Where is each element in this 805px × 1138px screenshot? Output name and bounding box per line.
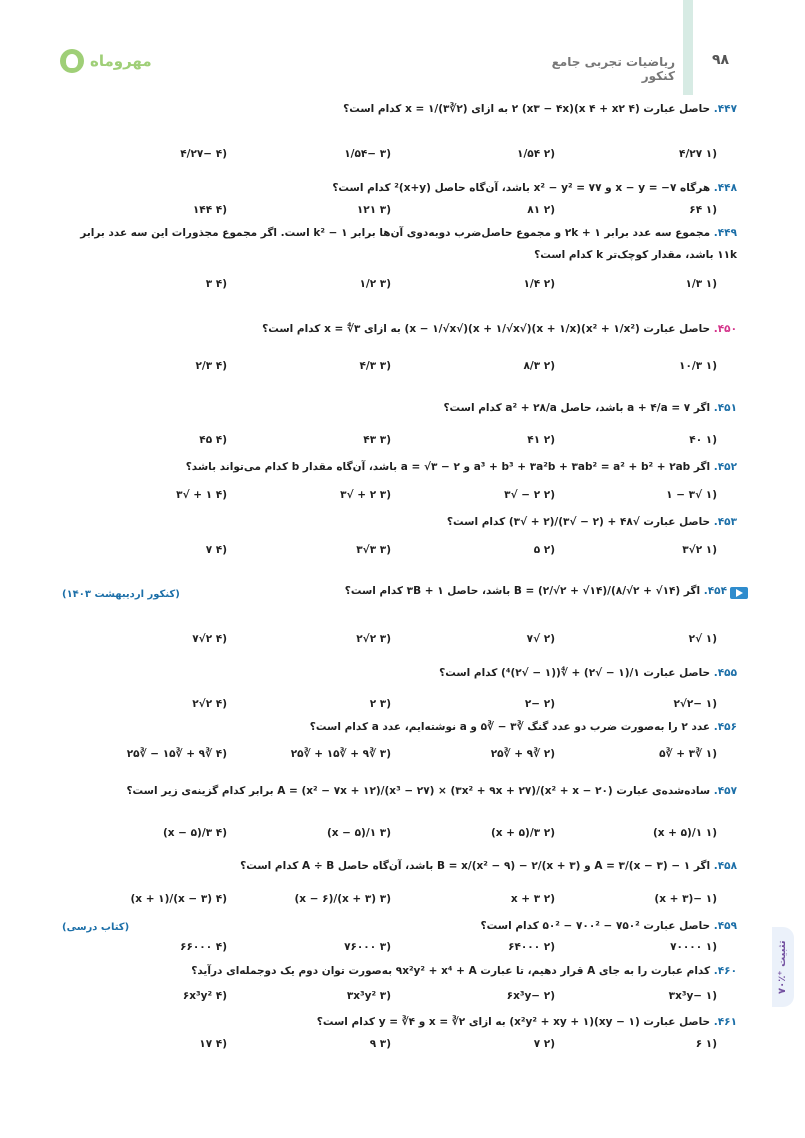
question-number: ۴۵۷. xyxy=(713,785,737,797)
option-4[interactable] xyxy=(77,990,227,1002)
question-text: حاصل عبارت (x² + ۱/x²)(x + ۱/x)(√x + ۱/√x)(√x − ۱/√x) به ازای x = ∜۳ کدام است؟ xyxy=(262,323,711,335)
option-3[interactable] xyxy=(241,544,391,556)
option-2[interactable] xyxy=(405,941,555,953)
question-449 xyxy=(67,222,737,266)
option-value: −۶x³y xyxy=(506,990,541,1002)
option-label: (۱ xyxy=(705,698,717,710)
option-label: (۳ xyxy=(379,434,391,446)
option-1[interactable] xyxy=(567,893,717,905)
option-4[interactable] xyxy=(77,698,227,710)
option-value: ۶۶۰۰۰ xyxy=(180,941,213,953)
option-label: (۴ xyxy=(215,360,227,372)
option-value: ۱۰/۳ xyxy=(679,360,703,372)
option-4[interactable] xyxy=(77,893,227,905)
option-label: (۴ xyxy=(215,278,227,290)
question-text: حاصل عبارت √۴۸ + (۲ − √۳)/(۲ + √۳) کدام است؟ xyxy=(446,516,711,528)
question-457 xyxy=(126,785,737,797)
option-3[interactable] xyxy=(241,204,391,216)
option-2[interactable] xyxy=(405,1038,555,1050)
option-label: (۱ xyxy=(705,990,717,1002)
option-3[interactable] xyxy=(241,827,391,839)
option-2[interactable] xyxy=(405,544,555,556)
option-1[interactable] xyxy=(567,204,717,216)
question-text: اگر a + ۴/a = ۷ باشد، حاصل a² + ۲۸/a کدام است؟ xyxy=(443,402,711,414)
question-text: اگر B = (۲/√۲ + √۱۴)/(۸/√۲ + √۱۴) باشد، حاصل ۳B + ۱ کدام است؟ xyxy=(344,585,701,597)
option-value: ۶ xyxy=(695,1038,703,1050)
option-label: (۱ xyxy=(705,748,717,760)
option-value: ۳/(x − ۵) xyxy=(162,827,213,839)
option-label: (۲ xyxy=(543,434,555,446)
option-value: ۲ xyxy=(369,698,377,710)
option-4[interactable] xyxy=(77,544,227,556)
option-value: ۹ xyxy=(369,1038,377,1050)
option-2[interactable] xyxy=(405,360,555,372)
option-1[interactable] xyxy=(567,827,717,839)
option-label: (۴ xyxy=(215,748,227,760)
option-4[interactable] xyxy=(77,827,227,839)
question-458 xyxy=(240,860,737,872)
option-label: (۲ xyxy=(543,544,555,556)
option-value: ۳/(x + ۵) xyxy=(490,827,541,839)
question-number: ۴۵۶. xyxy=(713,721,737,733)
question-number: ۴۶۰. xyxy=(713,965,737,977)
option-label: (۳ xyxy=(379,204,391,216)
option-3[interactable] xyxy=(241,748,391,760)
option-4[interactable] xyxy=(77,434,227,446)
option-value: −۳x³y xyxy=(668,990,703,1002)
option-3[interactable] xyxy=(241,148,391,160)
option-value: −۱/۵۴ xyxy=(344,148,377,160)
option-label: (۲ xyxy=(543,990,555,1002)
question-452 xyxy=(186,461,737,473)
option-label: (۱ xyxy=(705,827,717,839)
option-1[interactable] xyxy=(567,748,717,760)
option-2[interactable] xyxy=(405,148,555,160)
option-label: (۴ xyxy=(215,941,227,953)
option-label: (۱ xyxy=(705,360,717,372)
option-label: (۱ xyxy=(705,1038,717,1050)
option-1[interactable] xyxy=(567,941,717,953)
question-number: ۴۵۴. xyxy=(703,585,727,597)
option-label: (۳ xyxy=(379,148,391,160)
question-448 xyxy=(332,182,737,194)
option-label: (۴ xyxy=(215,544,227,556)
option-value: ۱/۳ xyxy=(685,278,703,290)
option-label: (۳ xyxy=(379,748,391,760)
question-451 xyxy=(443,402,737,414)
option-2[interactable] xyxy=(405,489,555,501)
option-label: (۴ xyxy=(215,990,227,1002)
option-3[interactable] xyxy=(241,278,391,290)
option-value: (x + ۳)/(x − ۶) xyxy=(294,893,377,905)
option-label: (۱ xyxy=(705,278,717,290)
option-value: ۲√۷ xyxy=(192,633,213,645)
option-1[interactable] xyxy=(567,360,717,372)
question-number: ۴۵۳. xyxy=(713,516,737,528)
option-4[interactable] xyxy=(77,748,227,760)
option-label: (۳ xyxy=(379,990,391,1002)
option-label: (۴ xyxy=(215,434,227,446)
option-value: ۷۶۰۰۰ xyxy=(344,941,377,953)
question-text: اگر a³ + b³ + ۳a²b + ۳ab² = a² + b² + ۲ab و a = √۳ − ۲ باشد، آن‌گاه مقدار b کدام می‌تواند باشد؟ xyxy=(185,461,711,473)
side-tab[interactable]: ۷۰٪⁺ تثبیت xyxy=(772,927,794,1007)
brand-name: مهروماه xyxy=(90,52,152,70)
option-3[interactable] xyxy=(241,434,391,446)
video-play-icon[interactable] xyxy=(730,587,748,599)
question-number: ۴۴۷. xyxy=(713,103,737,115)
question-text: به ازای xyxy=(471,103,509,115)
option-value: ۶۴ xyxy=(689,204,703,216)
option-2[interactable] xyxy=(405,893,555,905)
option-3[interactable] xyxy=(241,990,391,1002)
option-value: ۱/۵۴ xyxy=(517,148,541,160)
question-text: ساده‌شده‌ی عبارت A = (x² − ۷x + ۱۲)/(x³ − ۲۷) × (۳x² + ۹x + ۲۷)/(x² + x − ۲۰) برابر کدام گزینه‌ی زیر است؟ xyxy=(126,785,711,797)
option-label: (۲ xyxy=(543,489,555,501)
option-value: ۴۱ xyxy=(527,434,541,446)
option-label: (۳ xyxy=(379,544,391,556)
option-label: (۱ xyxy=(705,893,717,905)
question-447 xyxy=(343,103,737,115)
option-label: (۳ xyxy=(379,489,391,501)
source-tag: (کتاب درسی) xyxy=(62,922,130,933)
option-label: (۳ xyxy=(379,893,391,905)
option-4[interactable] xyxy=(77,1038,227,1050)
question-text: حاصل عبارت ۱/(۱ − √۲) + ∜((۱ − √۲)⁴) کدام است؟ xyxy=(439,667,711,679)
option-value: ۱۲۱ xyxy=(356,204,377,216)
option-value: −(x + ۳) xyxy=(654,893,703,905)
option-label: (۱ xyxy=(705,489,717,501)
option-1[interactable] xyxy=(567,1038,717,1050)
option-value: ∛۹ + ∛۱۵ − ∛۲۵ xyxy=(126,748,213,760)
book-title: ریاضیات تجربی جامع کنکور xyxy=(551,55,675,83)
option-value: ۴۰ xyxy=(689,434,703,446)
option-label: (۲ xyxy=(543,893,555,905)
option-3[interactable] xyxy=(241,1038,391,1050)
option-3[interactable] xyxy=(241,633,391,645)
option-value: ۱/(x − ۵) xyxy=(326,827,377,839)
option-2[interactable] xyxy=(405,748,555,760)
page-number: ۹۸ xyxy=(712,52,730,68)
option-value: ۶۴۰۰۰ xyxy=(508,941,541,953)
option-label: (۱ xyxy=(705,544,717,556)
option-1[interactable] xyxy=(567,278,717,290)
question-number: ۴۴۹. xyxy=(713,227,737,239)
option-4[interactable] xyxy=(77,148,227,160)
option-4[interactable] xyxy=(77,489,227,501)
option-label: (۲ xyxy=(543,748,555,760)
option-value: ∛۹ + ∛۱۵ + ∛۲۵ xyxy=(290,748,377,760)
option-label: (۱ xyxy=(705,204,717,216)
option-2[interactable] xyxy=(405,698,555,710)
option-label: (۳ xyxy=(379,278,391,290)
option-label: (۲ xyxy=(543,633,555,645)
question-number: ۴۴۸. xyxy=(713,182,737,194)
option-1[interactable] xyxy=(567,990,717,1002)
option-2[interactable] xyxy=(405,633,555,645)
option-value: ۲√۲ xyxy=(356,633,377,645)
option-3[interactable] xyxy=(241,893,391,905)
option-label: (۱ xyxy=(705,633,717,645)
option-label: (۱ xyxy=(705,941,717,953)
option-value: x + ۳ xyxy=(510,893,541,905)
question-text: اگر A = ۳/(x − ۳) − ۱ و B = x/(x² − ۹) − ۲/(x + ۳) باشد، آن‌گاه حاصل A ÷ B کدام است؟ xyxy=(240,860,711,872)
option-label: (۴ xyxy=(215,827,227,839)
question-text: کدام است؟ xyxy=(343,103,402,115)
option-value: ۳√۳ xyxy=(356,544,377,556)
option-value: (x − ۳)/(x + ۱) xyxy=(130,893,213,905)
option-value: ۱۴۴ xyxy=(192,204,213,216)
option-value: √۲ xyxy=(688,633,703,645)
option-value: ۱/۲ xyxy=(359,278,377,290)
option-label: (۱ xyxy=(705,148,717,160)
option-label: (۴ xyxy=(215,1038,227,1050)
option-label: (۴ xyxy=(215,489,227,501)
question-number: ۴۵۲. xyxy=(713,461,737,473)
question-number: ۴۵۵. xyxy=(713,667,737,679)
option-3[interactable] xyxy=(241,941,391,953)
option-value: ۸/۳ xyxy=(523,360,541,372)
question-number: ۴۵۱. xyxy=(713,402,737,414)
question-cond: x = ۱/(۳∛۲) xyxy=(405,103,468,115)
question-number: ۴۵۸. xyxy=(713,860,737,872)
question-expr: (x ۴ + x۲ ۴)(x۳ − ۴x) ۲ xyxy=(511,103,640,115)
question-text: عدد ۲ را به‌صورت ضرب دو عدد گنگ ∛۳ − ∛۵ و a نوشته‌ایم، عدد a کدام است؟ xyxy=(309,721,711,733)
option-value: −۲√۲ xyxy=(673,698,703,710)
option-value: −۲ xyxy=(524,698,541,710)
option-value: ۴۵ xyxy=(199,434,213,446)
option-label: (۲ xyxy=(543,204,555,216)
question-460 xyxy=(191,965,737,977)
question-text: کدام عبارت را به جای A قرار دهیم، تا عبارت ۹x²y² + x⁴ + A به‌صورت توان دوم یک دوجمله‌ای درآید؟ xyxy=(191,965,711,977)
question-text: حاصل عبارت xyxy=(643,103,711,115)
option-2[interactable] xyxy=(405,204,555,216)
option-3[interactable] xyxy=(241,489,391,501)
option-4[interactable] xyxy=(77,633,227,645)
question-text: حاصل عبارت (xy − ۱)(x²y² + xy + ۱) به ازای x = ∛۲ و y = ∛۴ کدام است؟ xyxy=(316,1016,711,1028)
option-label: (۴ xyxy=(215,148,227,160)
option-2[interactable] xyxy=(405,434,555,446)
option-2[interactable] xyxy=(405,990,555,1002)
question-454 xyxy=(345,585,727,597)
option-value: ۲√۲ xyxy=(192,698,213,710)
question-number: ۴۵۹. xyxy=(713,920,737,932)
option-value: ۶x³y² xyxy=(182,990,213,1002)
option-value: ۴/۳ xyxy=(359,360,377,372)
option-value: −۴/۲۷ xyxy=(180,148,213,160)
option-1[interactable] xyxy=(567,148,717,160)
option-label: (۴ xyxy=(215,204,227,216)
option-label: (۳ xyxy=(379,633,391,645)
option-label: (۳ xyxy=(379,360,391,372)
option-label: (۱ xyxy=(705,434,717,446)
option-label: (۳ xyxy=(379,1038,391,1050)
option-value: ۷۰۰۰۰ xyxy=(670,941,703,953)
source-tag: (کنکور اردیبهشت ۱۴۰۳) xyxy=(62,589,180,600)
option-label: (۴ xyxy=(215,633,227,645)
option-value: √۷ xyxy=(526,633,541,645)
option-1[interactable] xyxy=(567,544,717,556)
brand-mark-icon xyxy=(60,49,84,73)
option-label: (۲ xyxy=(543,278,555,290)
question-456 xyxy=(310,721,737,733)
option-value: ۲/۳ xyxy=(195,360,213,372)
option-label: (۳ xyxy=(379,827,391,839)
option-label: (۳ xyxy=(379,698,391,710)
question-453 xyxy=(447,516,737,528)
option-value: ۱/۴ xyxy=(523,278,541,290)
option-value: ∛۹ + ∛۲۵ xyxy=(490,748,541,760)
option-value: ۴۳ xyxy=(363,434,377,446)
question-461 xyxy=(317,1016,737,1028)
option-4[interactable] xyxy=(77,278,227,290)
option-label: (۲ xyxy=(543,827,555,839)
option-label: (۴ xyxy=(215,893,227,905)
option-value: ۷ xyxy=(533,1038,541,1050)
option-value: ۴/۲۷ xyxy=(679,148,703,160)
option-value: ∛۳ + ∛۵ xyxy=(659,748,703,760)
option-value: ۱/(x + ۵) xyxy=(652,827,703,839)
option-value: ۱ + √۳ xyxy=(176,489,213,501)
option-label: (۲ xyxy=(543,148,555,160)
option-4[interactable] xyxy=(77,941,227,953)
option-value: ۵ xyxy=(533,544,541,556)
question-number: ۴۶۱. xyxy=(713,1016,737,1028)
option-value: ۲ + √۳ xyxy=(340,489,377,501)
option-value: ۷ xyxy=(205,544,213,556)
header-accent-bar xyxy=(683,0,693,95)
option-2[interactable] xyxy=(405,827,555,839)
question-459 xyxy=(481,920,737,932)
question-450 xyxy=(262,323,737,335)
option-value: ۸۱ xyxy=(527,204,541,216)
option-value: ۲ − √۳ xyxy=(504,489,541,501)
option-value: ۳x³y² xyxy=(346,990,377,1002)
option-value: ۲√۳ xyxy=(682,544,703,556)
option-3[interactable] xyxy=(241,360,391,372)
option-2[interactable] xyxy=(405,278,555,290)
option-3[interactable] xyxy=(241,698,391,710)
option-1[interactable] xyxy=(567,434,717,446)
option-label: (۴ xyxy=(215,698,227,710)
option-value: √۳ − ۱ xyxy=(666,489,703,501)
option-label: (۲ xyxy=(543,1038,555,1050)
question-text: هرگاه x − y = −۷ و x² − y² = ۷۷ باشد، آن‌گاه حاصل (x+y)² کدام است؟ xyxy=(332,182,711,194)
option-4[interactable] xyxy=(77,204,227,216)
question-455 xyxy=(439,667,737,679)
option-1[interactable] xyxy=(567,698,717,710)
option-1[interactable] xyxy=(567,633,717,645)
option-label: (۲ xyxy=(543,941,555,953)
option-label: (۲ xyxy=(543,698,555,710)
option-1[interactable] xyxy=(567,489,717,501)
question-text: مجموع سه عدد برابر ۲k + ۱ و مجموع حاصل‌ضرب دوبه‌دوی آن‌ها برابر k² − ۱ است. اگر مجموع مجذورات این سه عدد برابر ۱۱k باشد، مقدار کوچک‌تر k کدام است؟ xyxy=(80,227,737,261)
brand-logo xyxy=(60,47,152,75)
option-value: ۳ xyxy=(205,278,213,290)
option-label: (۳ xyxy=(379,941,391,953)
option-4[interactable] xyxy=(77,360,227,372)
question-number: ۴۵۰. xyxy=(713,323,737,335)
option-value: ۱۷ xyxy=(199,1038,213,1050)
question-text: حاصل عبارت ۷۵۰² − ۷۰۰² − ۵۰² کدام است؟ xyxy=(480,920,711,932)
option-label: (۲ xyxy=(543,360,555,372)
